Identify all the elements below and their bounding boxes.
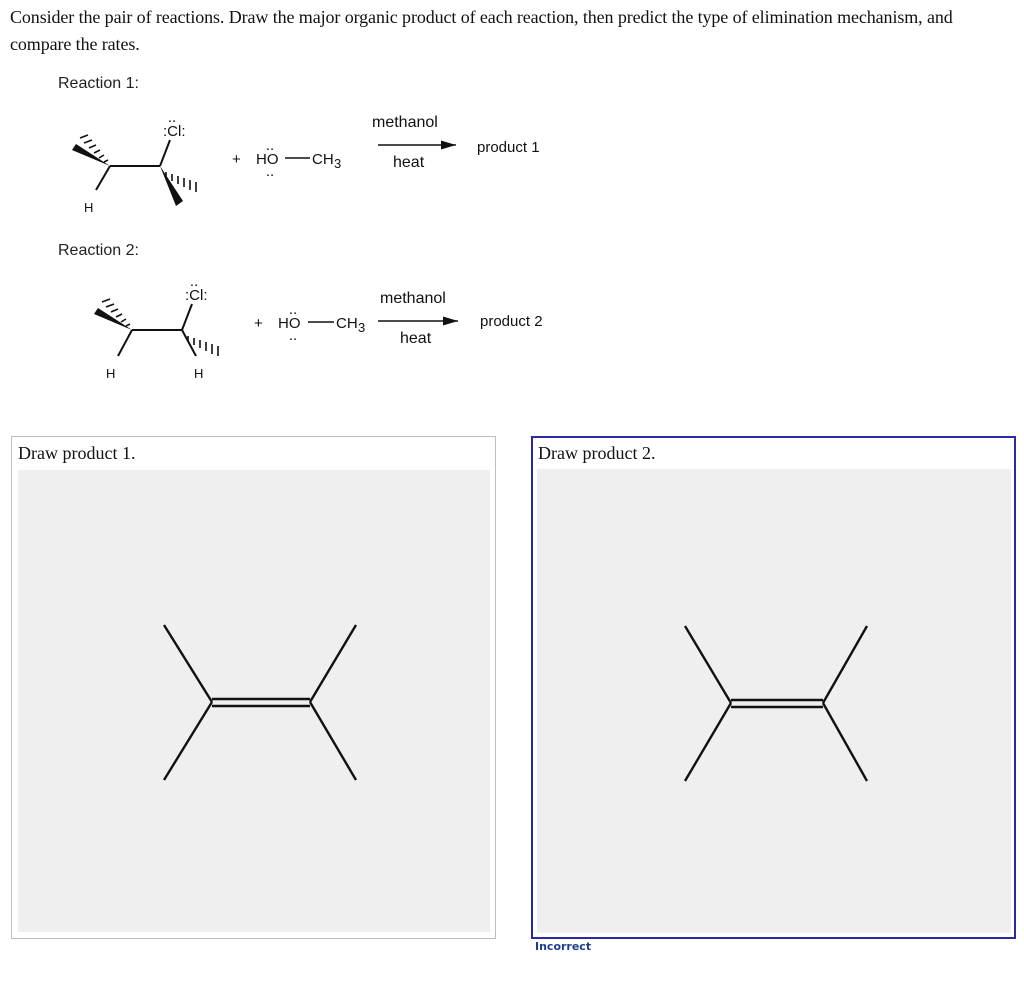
reaction-1 [58, 75, 540, 215]
draw-product-1-panel [11, 436, 496, 939]
svg-text:+: + [254, 315, 263, 332]
svg-text:3: 3 [334, 156, 342, 171]
drawing-canvas-2[interactable] [537, 469, 1011, 933]
reaction-1-label: Reaction 1: [58, 75, 139, 92]
svg-text:methanol: methanol [380, 290, 446, 307]
question-text: Consider the pair of reactions. Draw the major organic product of each reaction, then predict the type of elimination mechanism, and compare the rates. [10, 7, 953, 54]
svg-text:HO: HO [278, 315, 301, 332]
svg-text:..: .. [167, 109, 177, 126]
svg-text:..: .. [288, 301, 298, 318]
svg-text:..: .. [265, 137, 275, 154]
svg-text:3: 3 [358, 320, 366, 335]
drawing-canvas-1[interactable] [18, 470, 490, 932]
svg-text:+: + [232, 151, 241, 168]
product-1-label: product 1 [477, 139, 540, 156]
reaction-2 [58, 242, 543, 381]
reactant-2-structure [94, 273, 218, 381]
product-2-label: product 2 [480, 313, 543, 330]
reaction-2-chlorine: :Cl: [185, 287, 208, 304]
reaction-2-h-label-left: H [106, 366, 116, 381]
reaction-1-arrow [372, 114, 456, 171]
reaction-1-chlorine: :Cl: [163, 123, 186, 140]
reaction-2-reagent [254, 301, 365, 344]
reaction-1-reagent [232, 137, 341, 180]
answer-status: Incorrect [535, 940, 592, 953]
svg-text:..: .. [189, 273, 199, 290]
svg-text:..: .. [265, 163, 275, 180]
reaction-scheme [0, 60, 640, 390]
svg-text:methanol: methanol [372, 114, 438, 131]
panel-2-title: Draw product 2. [538, 443, 656, 463]
reaction-1-h-label: H [84, 200, 94, 215]
alkene-structure-2 [537, 469, 1011, 933]
reaction-2-h-label-right: H [194, 366, 204, 381]
alkene-structure-1 [18, 470, 490, 932]
svg-text:CH: CH [336, 315, 358, 332]
panel-1-title: Draw product 1. [18, 443, 136, 463]
reactant-1-structure [72, 109, 196, 215]
svg-text:HO: HO [256, 151, 279, 168]
svg-text:CH: CH [312, 151, 334, 168]
reaction-2-label: Reaction 2: [58, 242, 139, 259]
draw-product-2-panel [531, 436, 1016, 939]
svg-text:heat: heat [400, 330, 432, 347]
reaction-2-arrow [378, 290, 458, 347]
svg-text:..: .. [288, 327, 298, 344]
svg-text:heat: heat [393, 154, 425, 171]
